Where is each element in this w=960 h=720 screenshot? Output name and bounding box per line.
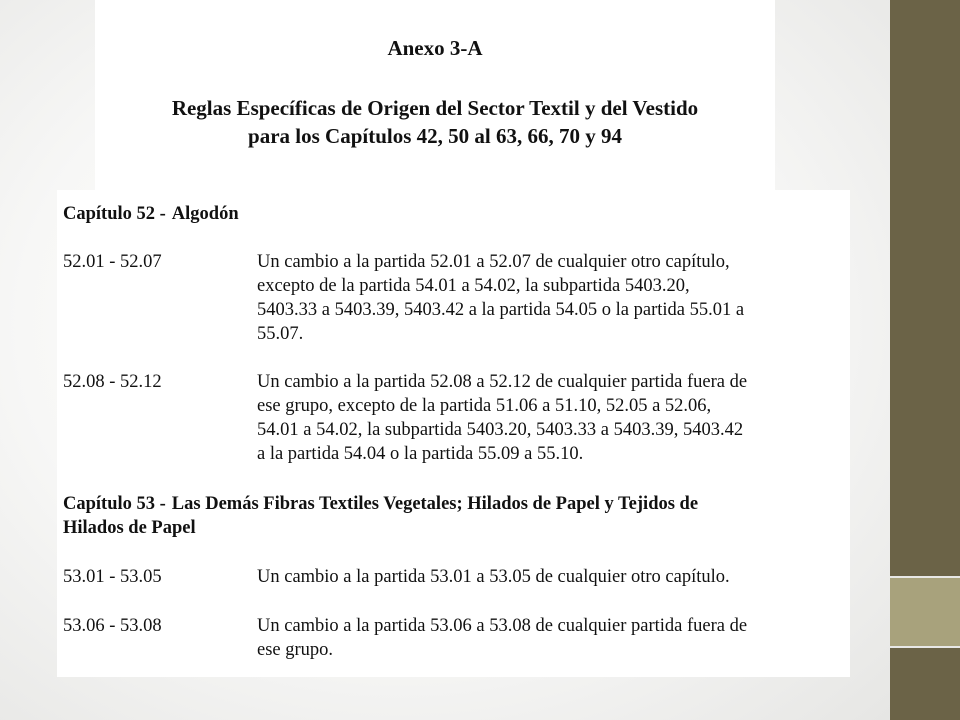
chapter-number: Capítulo 53 - xyxy=(63,494,166,514)
rule-text xyxy=(257,370,847,466)
subtitle-line-1: Reglas Específicas de Origen del Sector Textil y del Vestido xyxy=(171,96,699,120)
rule-line: Un cambio a la partida 53.06 a 53.08 de cualquier partida fuera de xyxy=(257,616,748,636)
rule-line: 54.01 a 54.02, la subpartida 5403.20, 5403.33 a 5403.39, 5403.42 xyxy=(257,420,744,440)
rule-text xyxy=(257,250,847,346)
rule-text xyxy=(257,614,847,662)
annex-title: Anexo 3-A xyxy=(387,36,483,60)
rule-line: Un cambio a la partida 52.08 a 52.12 de cualquier partida fuera de xyxy=(257,372,748,392)
rule-line: Un cambio a la partida 53.01 a 53.05 de cualquier otro capítulo. xyxy=(257,567,730,587)
side-band-dark-top xyxy=(890,0,960,576)
rule-line: excepto de la partida 54.01 a 54.02, la subpartida 5403.20, xyxy=(257,276,690,296)
subtitle-line-2: para los Capítulos 42, 50 al 63, 66, 70 y 94 xyxy=(248,124,622,148)
rule-code: 53.06 - 53.08 xyxy=(63,616,162,636)
rule-code: 52.01 - 52.07 xyxy=(63,252,162,272)
rule-code: 52.08 - 52.12 xyxy=(63,372,162,392)
rule-line: ese grupo. xyxy=(257,640,334,660)
rule-code: 53.01 - 53.05 xyxy=(63,567,162,587)
annex-subtitle xyxy=(0,94,870,150)
rule-line: ese grupo, excepto de la partida 51.06 a 51.10, 52.05 a 52.06, xyxy=(257,396,712,416)
chapter-name-line-1: Las Demás Fibras Textiles Vegetales; Hilados de Papel y Tejidos de xyxy=(171,494,699,514)
chapter-52-heading xyxy=(63,202,239,226)
side-band-light xyxy=(890,578,960,646)
chapter-number: Capítulo 52 - xyxy=(63,204,166,224)
rule-line: 5403.33 a 5403.39, 5403.42 a la partida 54.05 o la partida 55.01 a xyxy=(257,300,745,320)
rule-text xyxy=(257,565,847,589)
chapter-53-heading xyxy=(63,492,853,540)
rule-line: 55.07. xyxy=(257,324,304,344)
rule-line: a la partida 54.04 o la partida 55.09 a 55.10. xyxy=(257,444,584,464)
chapter-name-line-2: Hilados de Papel xyxy=(63,518,196,538)
chapter-name: Algodón xyxy=(171,204,239,224)
side-band-dark-bottom xyxy=(890,648,960,720)
rule-line: Un cambio a la partida 52.01 a 52.07 de cualquier otro capítulo, xyxy=(257,252,730,272)
